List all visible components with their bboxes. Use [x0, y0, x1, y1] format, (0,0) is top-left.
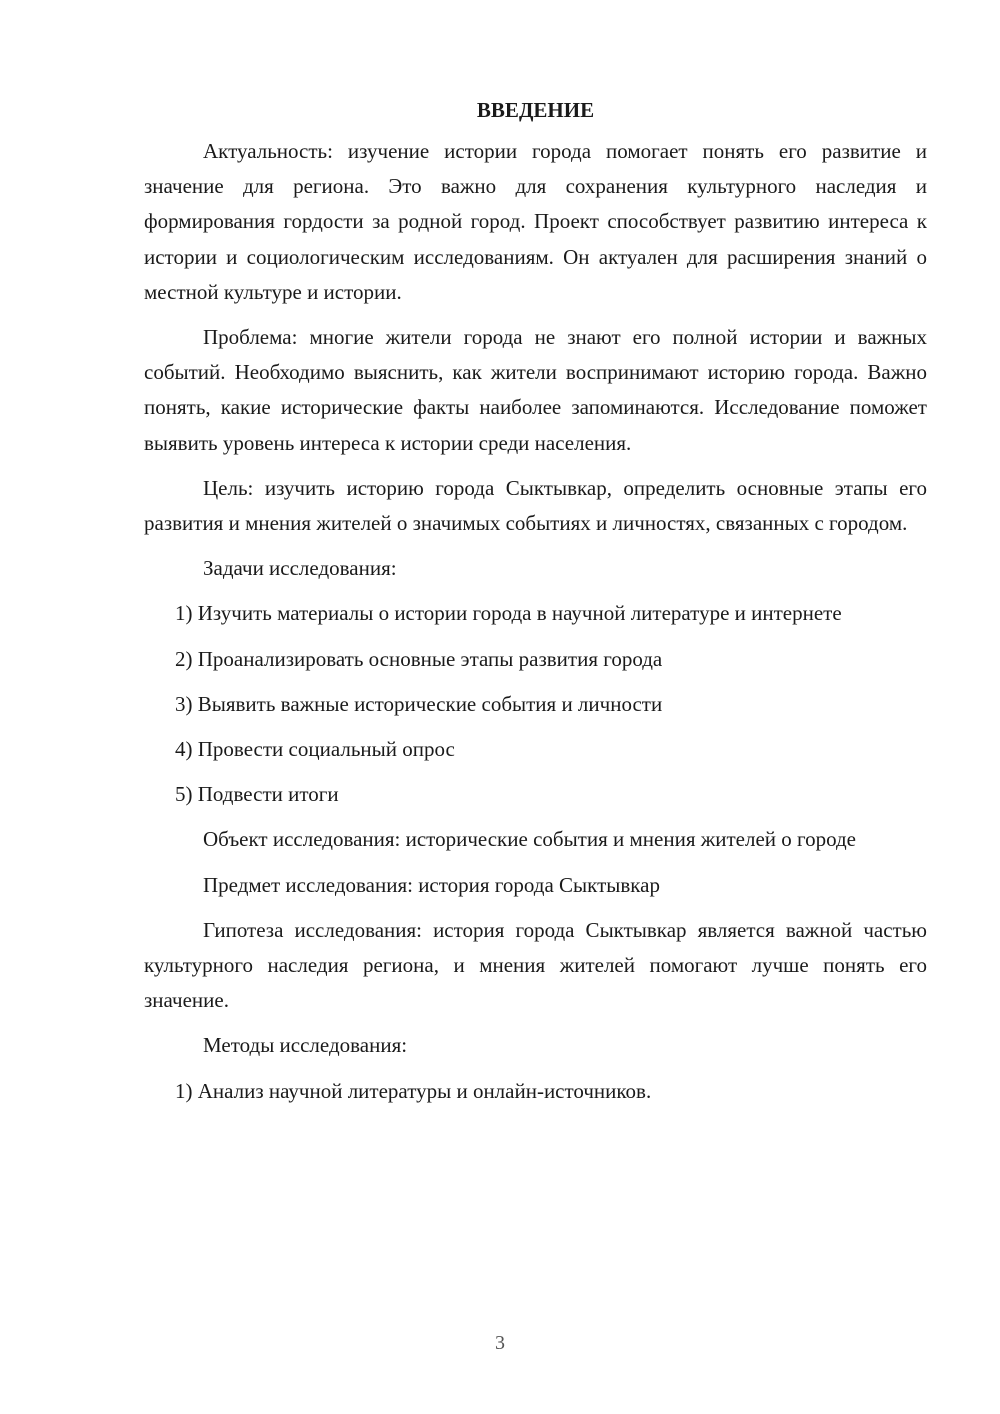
- paragraph-subject: Предмет исследования: история города Сыктывкар: [203, 872, 660, 897]
- page-number: 3: [495, 1332, 505, 1354]
- task-item-4: 4) Провести социальный опрос: [175, 737, 455, 762]
- method-item-1: 1) Анализ научной литературы и онлайн-источников.: [175, 1078, 652, 1103]
- paragraph-hypothesis: Гипотеза исследования: история города Сыктывкар является важной частью культурного наследия региона, и мнения жителей помогают лучше понять его значение.: [144, 917, 927, 1013]
- paragraph-goal: Цель: изучить историю города Сыктывкар, определить основные этапы его развития и мнения жителей о значимых событиях и личностях, связанных с городом.: [144, 475, 927, 536]
- section-heading: ВВЕДЕНИЕ: [476, 98, 595, 122]
- methods-title: Методы исследования:: [203, 1033, 408, 1058]
- task-item-1: 1) Изучить материалы о истории города в научной литературе и интернете: [175, 601, 842, 626]
- paragraph-actuality: Актуальность: изучение истории города помогает понять его развитие и значение для региона. Это важно для сохранения культурного наследия и формирования гордости за родной город. Проект способствует развитию интереса к истории и социологическим исследованиям. Он актуален для расширения знаний о местной культуре и истории.: [144, 139, 927, 304]
- tasks-title: Задачи исследования:: [203, 556, 397, 581]
- task-item-3: 3) Выявить важные исторические события и личности: [175, 691, 663, 716]
- task-item-2: 2) Проанализировать основные этапы развития города: [175, 646, 663, 671]
- paragraph-problem: Проблема: многие жители города не знают его полной истории и важных событий. Необходимо выяснить, как жители воспринимают историю города. Важно понять, какие исторические факты наиболее запоминаются. Исследование поможет выявить уровень интереса к истории среди населения.: [144, 325, 927, 455]
- document-page: [144, 93, 927, 1109]
- task-item-5: 5) Подвести итоги: [175, 782, 339, 807]
- paragraph-object: Объект исследования: исторические события и мнения жителей о городе: [203, 827, 856, 852]
